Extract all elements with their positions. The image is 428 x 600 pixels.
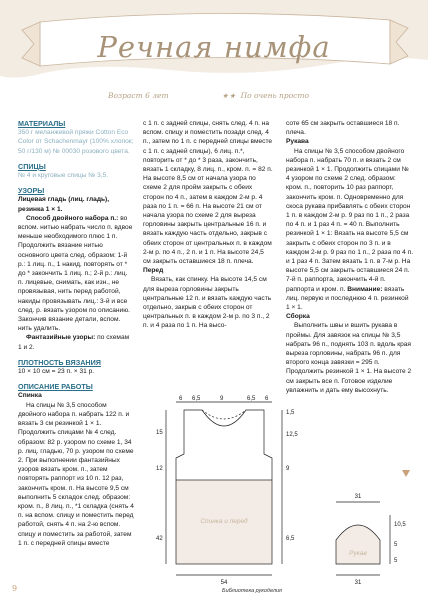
page-number: 9 xyxy=(12,584,18,593)
back-neckline xyxy=(202,410,246,419)
difficulty-stars: ★★ xyxy=(222,92,237,100)
sleeve-panel xyxy=(336,525,380,564)
front-title: Перед xyxy=(143,267,164,275)
col3-text: соте 65 см закрыть оставшиеся 18 п. плеча. xyxy=(286,120,400,137)
fancy-title: Фантазийные узоры: xyxy=(26,334,96,342)
column-1 xyxy=(18,119,134,548)
armhole-outline xyxy=(176,410,272,480)
stockinette-text: Лицевая гладь (лиц. гладь), резинка 1 × 1. xyxy=(18,196,110,213)
meta-line xyxy=(0,91,428,105)
right-dim-3: 9 xyxy=(286,466,290,472)
needles-text: № 4 и круговые спицы № 3,5. xyxy=(18,172,109,180)
top-dim-4: 6,5 xyxy=(247,396,256,402)
cast-on-paragraph xyxy=(18,214,134,334)
left-dim-2: 12 xyxy=(156,466,163,472)
needles-heading: СПИЦЫ xyxy=(18,161,46,171)
patterns-heading: УЗОРЫ xyxy=(18,186,45,196)
back-title: Спинка xyxy=(18,392,42,400)
front-text: Вязать, как спинку. На высоте 14,5 см для выреза горловины закрыть центральные 12 п. и вязать каждую часть отдельно, закрыв с обеих сторон от центральных п. в каждом 2-м р. по 3 п., 2 п. и 4 раза по 1 п. На высо- xyxy=(143,276,272,330)
page-title: Речная нимфа xyxy=(97,30,331,64)
sleeve-title: Рукава xyxy=(286,138,309,146)
difficulty-text: По очень просто xyxy=(240,91,310,100)
sleeve-bottom-dim: 31 xyxy=(354,580,362,586)
gauge-heading: ПЛОТНОСТЬ ВЯЗАНИЯ xyxy=(18,357,101,367)
cast-on-text: во вспом. нитью набрать число п. вдвое меньше необходимого плюс 1 п. Продолжить вязание нитью основного цвета след. образом: 1-й р.: 1 лиц. п., 1 накид, повторять от * до * закончить 1 лиц. п.; 2-й р.: лиц. п. лицевые, снимать, как изн., не провязывая, нить перед работой, накиды провязывать лиц.: 3-й и все след. р. вязать узором по описанию. Закончив вязание детали, вспом. нить удалить. xyxy=(18,214,133,333)
assembly-title: Сборка xyxy=(286,313,310,321)
right-dim-2: 12,5 xyxy=(286,432,298,438)
schematic-diagram xyxy=(136,390,426,590)
sleeve-side-dim-1: 10,5 xyxy=(394,522,406,528)
sleeve-top-dim: 31 xyxy=(354,494,362,500)
col2-text: с 1 п. с задней спицы, снять след. 4 п. на вспом. спицу и поместить позади след. 4 п., затем по 1 п. с передней спицы вместе с 1 п. с задней спицы), 6 лиц. п.*, повторить от * до * 3 раза, закончить, вязать 1 складку, 8 лиц. п., кром. п. = 82 п. На высоте 8,5 см от начала узора по схеме 2 для пройм закрыть с обеих сторон по 4 п., затем в каждом 2-м р. 4 раза по 1 п. = 66 п. На высоте 21 см от начала узора по схеме 2 для выреза горловины закрыть центральные 16 п. и вязать каждую часть отдельно, закрыв с обеих сторон от центральных п. в каждом 2-м р. по 4 п., 2 п. и 1 п. На высоте 24,5 см закрыть оставшиеся 18 п. плеча. xyxy=(143,120,273,266)
sleeve-body: На спицы № 3,5 способом двойного набора п. набрать 70 п. и вязать 2 см резинкой 1 × 1. Продолжить спицами № 4 узором по схеме 2 след. образом: кром. п., повторить 10 раз раппорт, закончить кром. п. Одновременно для скоса рукава прибавлять с обеих сторон 1 п. в каждом 2-м р. 9 раз по 1 п., 2 раза по 4 п. и 1 раз 4 п. = 40 п. Выполнить резинкой 1 × 1: Вязать на высоте 5,5 см закрыть с обеих сторон по 3 п. и в каждом 2-м р. 9 раз по 1 п., 2 раза по 4 п. и 1 раз 4 п. Затем вязать 1 п. в 7-м р. На высоте 5,5 см закрыть оставшиеся 24 п. 7-й п. раппорта, закончить 4-й п. раппорта и кром. п. xyxy=(286,147,414,293)
cast-on-title: Способ двойного набора п.: xyxy=(26,214,119,222)
top-dim-3: 9 xyxy=(220,396,224,402)
difficulty-label xyxy=(222,91,309,100)
age-label: Возраст 6 лет xyxy=(108,91,169,100)
attention-text: вязать лиц. первую и последнюю 4 п. резинкой 1 × 1. xyxy=(286,285,409,312)
top-dim-5: 6 xyxy=(265,396,269,402)
footer-library: Библиотека рукоделия xyxy=(222,588,282,594)
left-dim-1: 15 xyxy=(156,430,163,436)
gauge-text: 10 × 10 см = 23 п. × 31 р. xyxy=(18,368,95,376)
right-dim-4: 6,5 xyxy=(286,536,295,542)
fancy-text: по схемам 1 и 2. xyxy=(18,334,130,351)
sleeve-side-dim-3: 5 xyxy=(394,558,398,564)
column-2 xyxy=(143,119,273,331)
back-text: На спицы № 3,5 способом двойного набора п. набрать 122 п. и вязать 3 см резинкой 1 × 1. Продолжить спицами № 4 след. образом: 82 р. узором по схеме 1, 34 р. лиц. гладью, 70 р. узором по схеме 2. При выполнении фантазийных узоров вязать кром. п., затем повторять раппорт из 10 п. 12 раз, закончить кром. п. На высоте 9,5 см выполнить 5 складок след. образом: кром. п., 8 лиц. п., *1 складка (снять 4 п. на вспом. спицу и поместить перед работой, снять 4 п. на 2-ю вспом. спицу и поместить за работой, затем 1 п. с передней спицы вместе xyxy=(18,401,134,547)
work-heading: ОПИСАНИЕ РАБОТЫ xyxy=(18,382,93,392)
materials-text: 350 г меланжевой пряжи Cotton Eco Color от Schachenmayr (100% хлопок; 50 г/130 м) № 00030 розового цвета. xyxy=(18,129,134,155)
sleeve-text xyxy=(286,147,414,313)
fancy-paragraph xyxy=(18,333,134,351)
body-label: Спинка и перед xyxy=(200,518,248,525)
top-dim-2: 6,5 xyxy=(192,396,201,402)
column-3 xyxy=(286,119,414,395)
sleeve-side-dim-2: 5 xyxy=(394,542,398,548)
top-dim-1: 6 xyxy=(179,396,183,402)
sleeve-label: Рукав xyxy=(349,550,367,557)
attention-title: Внимание: xyxy=(347,285,383,293)
right-dim-1: 1,5 xyxy=(286,410,295,416)
materials-heading: МАТЕРИАЛЫ xyxy=(18,119,66,128)
left-dim-3: 42 xyxy=(156,536,163,542)
bottom-dim: 54 xyxy=(220,580,228,586)
assembly-text: Выполнить швы и вшить рукава в проймы. Для завязок на спицы № 3,5 набрать 96 п., поднять 103 п. вдоль края выреза горловины, набрать 96 п. для второго конца завязки = 295 п. Продолжить резинкой 1 × 1. На высоте 2 см закрыть все п. Готовое изделие увлажнить и дать ему высохнуть. xyxy=(286,322,412,394)
